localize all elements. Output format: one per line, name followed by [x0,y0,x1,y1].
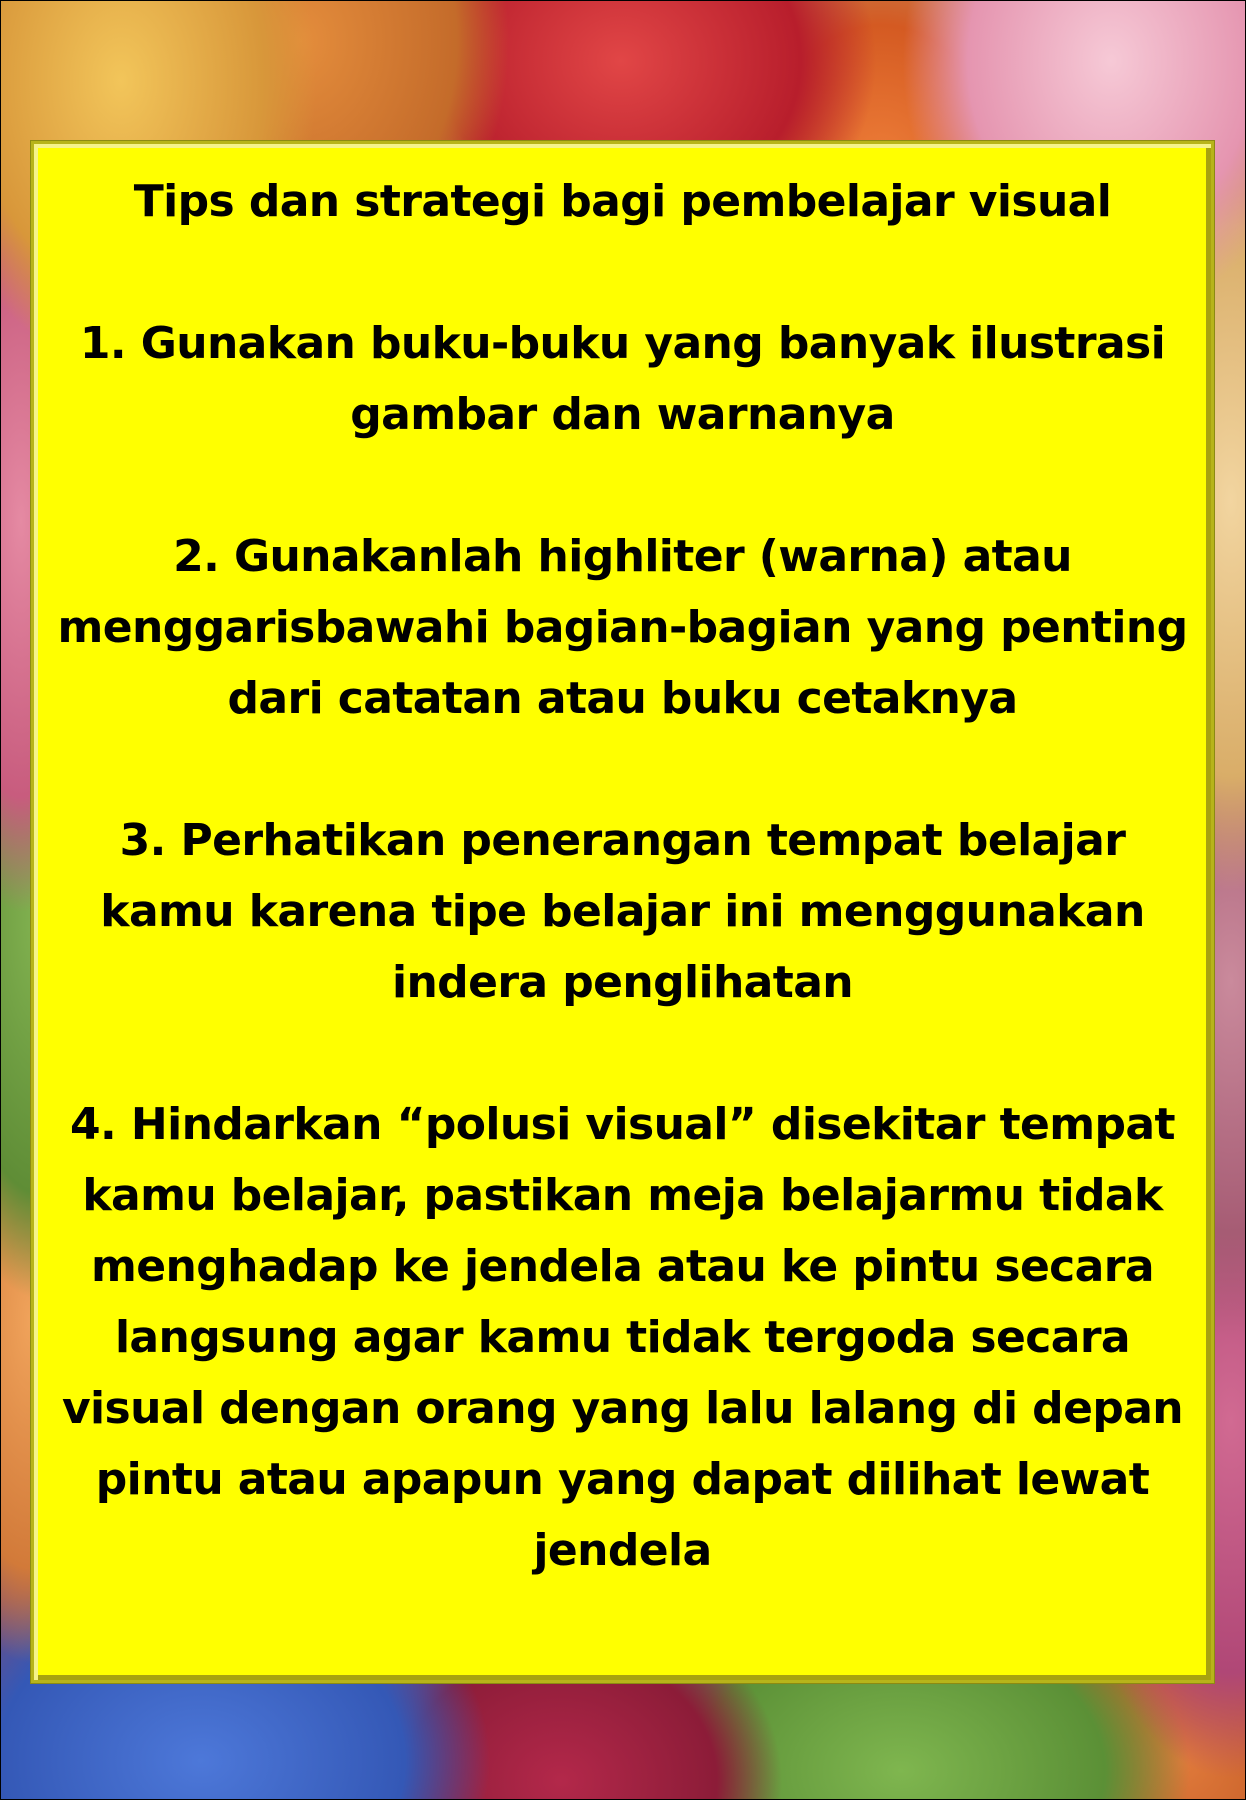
spacer [44,237,1201,308]
slide [1,1,1245,1799]
tip-3: 3. Perhatikan penerangan tempat belajar kamu karena tipe belajar ini menggunakan indera penglihatan [100,815,1145,1008]
tip-4: 4. Hindarkan “polusi visual” disekitar tempat kamu belajar, pastikan meja belajarmu tidak menghadap ke jendela atau ke pintu secara langsung agar kamu tidak tergoda secara visual dengan orang yang lalu lalang di depan pintu atau apapun yang dapat dilihat lewat jendela [61,1099,1184,1576]
spacer [44,450,1201,521]
slide-title: Tips dan strategi bagi pembelajar visual [133,176,1112,227]
tip-1: 1. Gunakan buku-buku yang banyak ilustrasi gambar dan warnanya [79,318,1166,440]
tips-panel [31,141,1214,1683]
spacer [44,1018,1201,1089]
tips-content [44,166,1201,1586]
tip-2: 2. Gunakanlah highliter (warna) atau menggarisbawahi bagian-bagian yang penting dari catatan atau buku cetaknya [57,531,1188,724]
spacer [44,734,1201,805]
